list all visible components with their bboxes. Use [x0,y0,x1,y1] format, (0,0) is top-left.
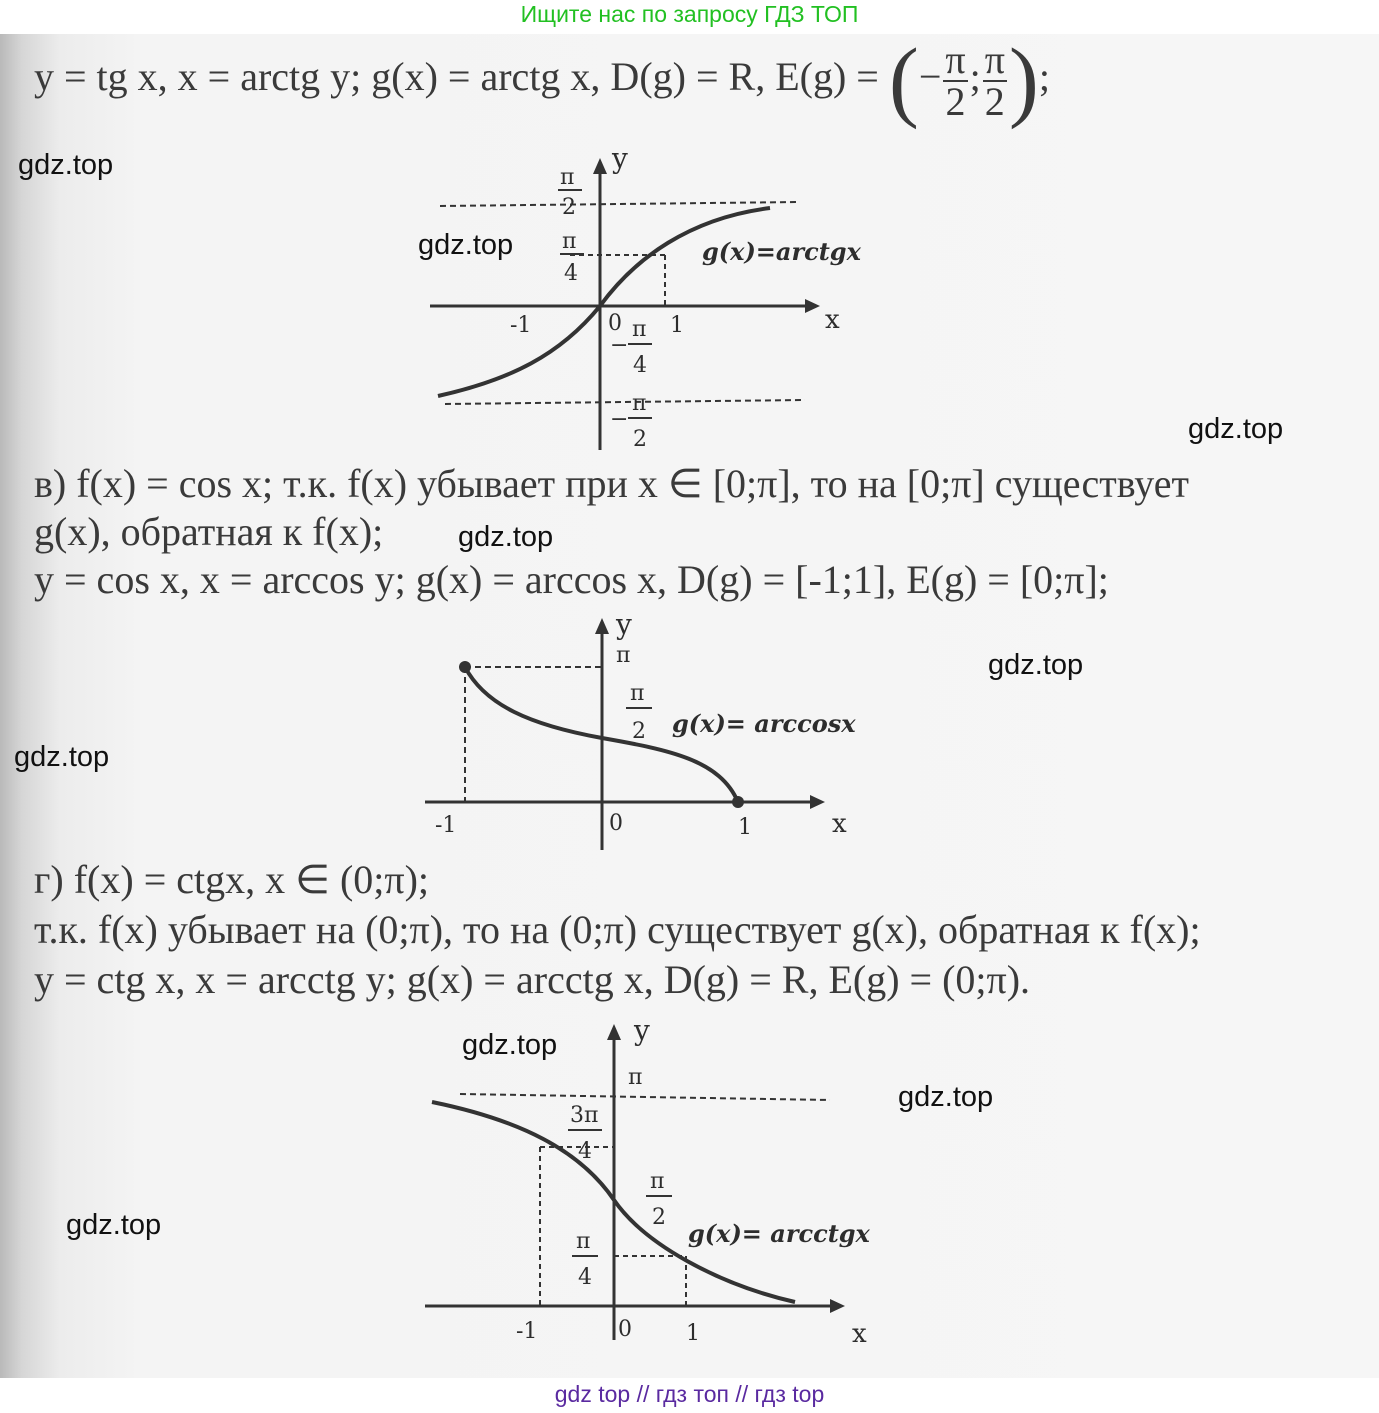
arctg-definition-text: y = tg x, x = arctg y; g(x) = arctg x, D(g) = R, E(g) = [34,54,879,100]
curve-label: g(x)=arctgx [702,237,861,266]
asymptote-pi [460,1094,830,1100]
y-axis-label: y [612,142,628,175]
watermark: gdz.top [458,521,554,553]
tick-1: 1 [738,815,752,840]
pi-over-2-den: 2 [632,719,646,744]
watermark: gdz.top [418,229,514,261]
bottom-banner: gdz top // гдз топ // гдз top [554,1381,825,1407]
section-v-line-2: g(x), обратная к f(x); [34,509,384,554]
tick-1: 1 [686,1321,700,1346]
x-axis-label: x [825,305,840,335]
fraction-denominator: 2 [945,79,966,124]
line-end: ; [1038,54,1051,100]
pi-over-2-fraction [983,37,1007,124]
tick-0: 0 [609,811,623,836]
pi-over-2-num: π [560,165,575,190]
curve-label: g(x)= arccosx [672,709,856,738]
endpoint-left [459,661,471,673]
watermark: gdz.top [988,649,1084,681]
pi-over-4-den: 4 [578,1265,592,1290]
curve-label: g(x)= arcctgx [688,1219,870,1248]
neg-pi-over-4-den: 4 [633,353,647,378]
neg-pi-over-2-num: π [632,391,647,416]
pi-label: π [616,643,631,668]
fraction-numerator: π [945,37,966,82]
tick-0: 0 [618,1317,632,1342]
neg-pi-over-2-minus: − [610,407,629,432]
y-axis-arrow [593,158,607,174]
section-g-line-1: г) f(x) = ctgx, x ∈ (0;π); [34,857,430,902]
y-axis-label: y [634,1014,650,1047]
neg-pi-over-4-num: π [632,317,647,342]
x-axis-label: x [852,1319,867,1349]
watermark: gdz.top [898,1081,994,1113]
arctg-graph [420,140,870,460]
section-v-line-3: y = cos x, x = arccos y; g(x) = arccos x, D(g) = [-1;1], E(g) = [0;π]; [34,557,1109,602]
asymptote-upper [440,202,800,206]
right-paren: ) [1008,31,1039,130]
watermark: gdz.top [66,1209,162,1241]
left-paren: ( [888,31,919,130]
fraction-denominator: 2 [984,79,1005,124]
pi-over-4-num: π [562,229,577,254]
section-v-line-1: в) f(x) = cos x; т.к. f(x) убывает при x ∈ [0;π], то на [0;π] существует [34,461,1189,506]
pi-over-2-num: π [650,1169,665,1194]
pi-over-2-num: π [630,681,645,706]
watermark: gdz.top [1188,413,1284,445]
watermark: gdz.top [462,1029,558,1061]
separator: ; [969,54,981,100]
neg-pi-over-4-minus: − [610,333,629,358]
tick-0: 0 [608,311,622,336]
fraction-numerator: π [984,37,1005,82]
y-axis-label: y [616,610,632,641]
tick-neg1: -1 [516,1319,538,1344]
x-axis-arrow [810,795,825,809]
arctg-definition-line [34,31,1051,130]
pi-label: π [628,1065,643,1090]
section-g-line-3: y = ctg x, x = arcctg y; g(x) = arcctg x, D(g) = R, E(g) = (0;π). [34,957,1031,1002]
neg-pi-over-2-fraction [943,37,967,124]
pi-over-2-den: 2 [562,195,576,220]
pi-over-2-den: 2 [652,1205,666,1230]
x-axis-arrow [805,299,820,313]
three-pi-over-4-den: 4 [578,1139,592,1164]
watermark: gdz.top [14,741,110,773]
three-pi-over-4-num: 3π [570,1103,599,1128]
section-g-line-2: т.к. f(x) убывает на (0;π), то на (0;π) существует g(x), обратная к f(x); [34,907,1201,952]
x-axis-arrow [830,1299,845,1313]
pi-over-4-den: 4 [564,261,578,286]
asymptote-lower [445,400,805,404]
neg-pi-over-2-den: 2 [633,427,647,452]
y-axis-arrow [607,1024,621,1040]
top-banner: Ищите нас по запросу ГДЗ ТОП [520,1,859,27]
minus-sign: − [918,54,942,100]
x-axis-label: x [832,809,847,839]
arccos-graph [420,610,870,855]
y-axis-arrow [595,618,609,634]
endpoint-right [732,796,744,808]
tick-neg1: -1 [435,813,457,838]
pi-over-4-num: π [576,1229,591,1254]
watermark: gdz.top [18,149,114,181]
tick-1: 1 [670,313,684,338]
tick-neg1: -1 [510,313,532,338]
